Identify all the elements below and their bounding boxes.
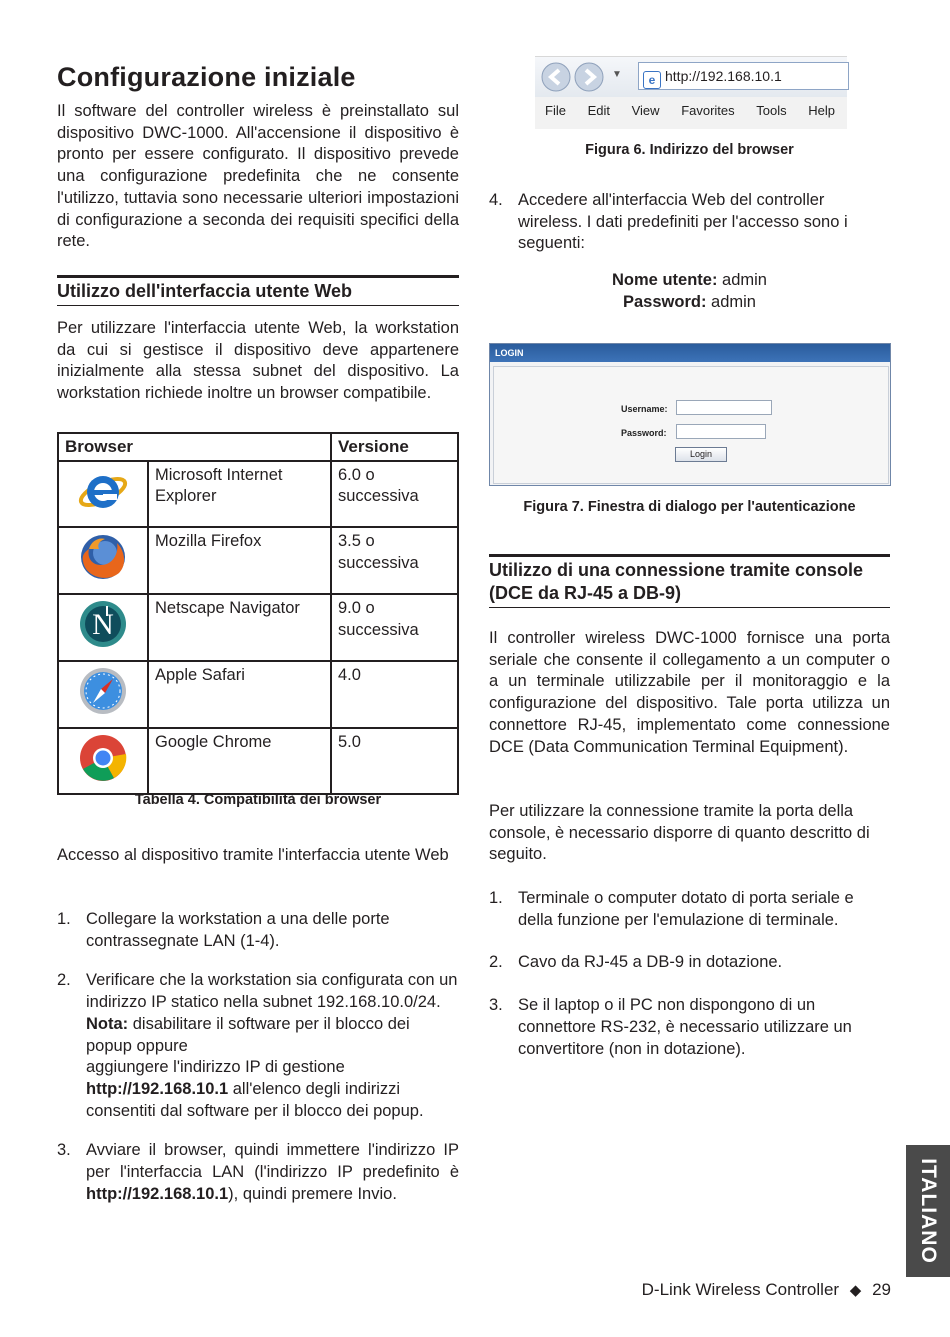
console-paragraph-1: Il controller wireless DWC-1000 fornisce una porta seriale che consente il collegamento a un computer o a un terminale utilizzabile per il monitoraggio e la configurazione del dispositivo. Tale porta utilizza un connettore RJ-45, implementato come connessione DCE (Data Communication Terminal Equipment). — [489, 629, 890, 756]
browser-name: Apple Safari — [148, 661, 331, 728]
menu-bar — [535, 103, 843, 118]
web-paragraph: Per utilizzare l'interfaccia utente Web, la workstation da cui si gestisce il dispositivo deve appartenere inizialmente alla stessa subnet del dispositivo. La workstation richiede inoltre un browser compatibile. — [57, 319, 459, 403]
table-row — [58, 728, 458, 795]
menu-item-help: Help — [808, 103, 836, 118]
credentials-block: Nome utente: admin Password: admin — [612, 271, 767, 311]
back-icon — [541, 62, 571, 97]
menu-item-tools: Tools — [756, 103, 787, 118]
section-heading-console: Utilizzo di una connessione tramite console (DCE da RJ-45 a DB-9) — [489, 554, 890, 608]
safari-icon — [58, 661, 148, 728]
list-item: 3. Avviare il browser, quindi immettere l'indirizzo IP per l'interfaccia LAN (l'indirizzo IP predefinito è http://192.168.10.1), quindi premere Invio. — [57, 1141, 459, 1203]
access-steps — [57, 909, 459, 1205]
table-header-version: Versione — [331, 433, 458, 461]
menu-item-file: File — [545, 103, 566, 118]
browser-name: Netscape Navigator — [148, 594, 331, 661]
username-field — [676, 400, 772, 415]
login-window-title: LOGIN — [490, 344, 890, 362]
internet-explorer-icon — [58, 461, 148, 528]
chrome-icon — [58, 728, 148, 795]
address-bar: e http://192.168.10.1 — [638, 62, 849, 90]
browser-version: 3.5 o successiva — [331, 527, 458, 594]
list-item: 2. Verificare che la workstation sia configurata con un indirizzo IP statico nella subnet 192.168.10.0/24. Nota: disabilitare il software per il blocco dei popup oppure aggiungere l'indirizzo IP di gestione http://192.168.10.1 all'elenco degli indirizzi consentiti dal software per il blocco dei popup. — [57, 971, 458, 1120]
table-row — [58, 461, 458, 528]
history-dropdown-icon: ▼ — [612, 69, 622, 80]
menu-item-favorites: Favorites — [681, 103, 735, 118]
language-tab: ITALIANO — [906, 1145, 950, 1277]
management-url: http://192.168.10.1 — [86, 1079, 229, 1098]
page-footer — [560, 1280, 891, 1300]
section-heading-web: Utilizzo dell'interfaccia utente Web — [57, 275, 459, 306]
password-field — [676, 424, 766, 439]
browser-version: 6.0 o successiva — [331, 461, 458, 528]
username-label: Username: — [621, 404, 668, 414]
list-item: 1. Collegare la workstation a una delle porte contrassegnate LAN (1-4). — [57, 910, 390, 950]
table-header-browser: Browser — [58, 433, 331, 461]
menu-item-edit: Edit — [587, 103, 610, 118]
page-number: 29 — [872, 1280, 891, 1299]
requirements-list — [489, 888, 890, 1060]
login-dialog-figure — [489, 343, 891, 486]
menu-item-view: View — [631, 103, 660, 118]
console-paragraph-2: Per utilizzare la connessione tramite la porta della console, è necessario disporre di quanto descritto di seguito. — [489, 802, 870, 864]
list-item: 4. Accedere all'interfaccia Web del controller wireless. I dati predefiniti per l'accesso sono i seguenti: — [489, 191, 848, 253]
browser-version: 9.0 o successiva — [331, 594, 458, 661]
browser-address-figure — [535, 56, 847, 129]
page-title: Configurazione iniziale — [57, 62, 356, 92]
access-heading: Accesso al dispositivo tramite l'interfaccia utente Web — [57, 846, 449, 864]
browser-version: 5.0 — [331, 728, 458, 795]
login-button: Login — [675, 447, 727, 462]
browser-name: Google Chrome — [148, 728, 331, 795]
list-item: 2. Cavo da RJ-45 a DB-9 in dotazione. — [489, 953, 783, 972]
svg-text:N: N — [92, 608, 114, 642]
table-row — [58, 527, 458, 594]
access-step-4 — [489, 190, 890, 255]
table-row — [58, 661, 458, 728]
table-row — [58, 594, 458, 661]
footer-product: D-Link Wireless Controller — [641, 1280, 840, 1299]
table-caption: Tabella 4. Compatibilità dei browser — [134, 792, 382, 808]
browser-version: 4.0 — [331, 661, 458, 728]
password-label: Password: — [621, 428, 667, 438]
diamond-separator-icon: ◆ — [849, 1282, 862, 1299]
page-icon: e — [643, 71, 661, 89]
list-item: 1. Terminale o computer dotato di porta seriale e della funzione per l'emulazione di terminale. — [489, 889, 854, 929]
netscape-icon — [58, 594, 148, 661]
figure-7-caption: Figura 7. Finestra di dialogo per l'autenticazione — [523, 499, 856, 515]
browser-table — [57, 432, 459, 795]
firefox-icon — [58, 527, 148, 594]
list-item: 3. Se il laptop o il PC non dispongono di un connettore RS-232, è necessario utilizzare un convertitore (non in dotazione). — [489, 996, 852, 1058]
intro-paragraph: Il software del controller wireless è preinstallato sul dispositivo DWC-1000. All'accensione il dispositivo è pronto per essere configurato. Il dispositivo prevede una configurazione predefinita che ne consente l'utilizzo, tuttavia sono necessarie ulteriori impostazioni di configurazione a seconda dei requisiti specifici della rete. — [57, 102, 459, 251]
default-ip-url: http://192.168.10.1 — [86, 1184, 229, 1203]
figure-6-caption: Figura 6. Indirizzo del browser — [585, 142, 794, 158]
browser-name: Mozilla Firefox — [148, 527, 331, 594]
forward-icon — [574, 62, 604, 97]
browser-name: Microsoft Internet Explorer — [148, 461, 331, 528]
